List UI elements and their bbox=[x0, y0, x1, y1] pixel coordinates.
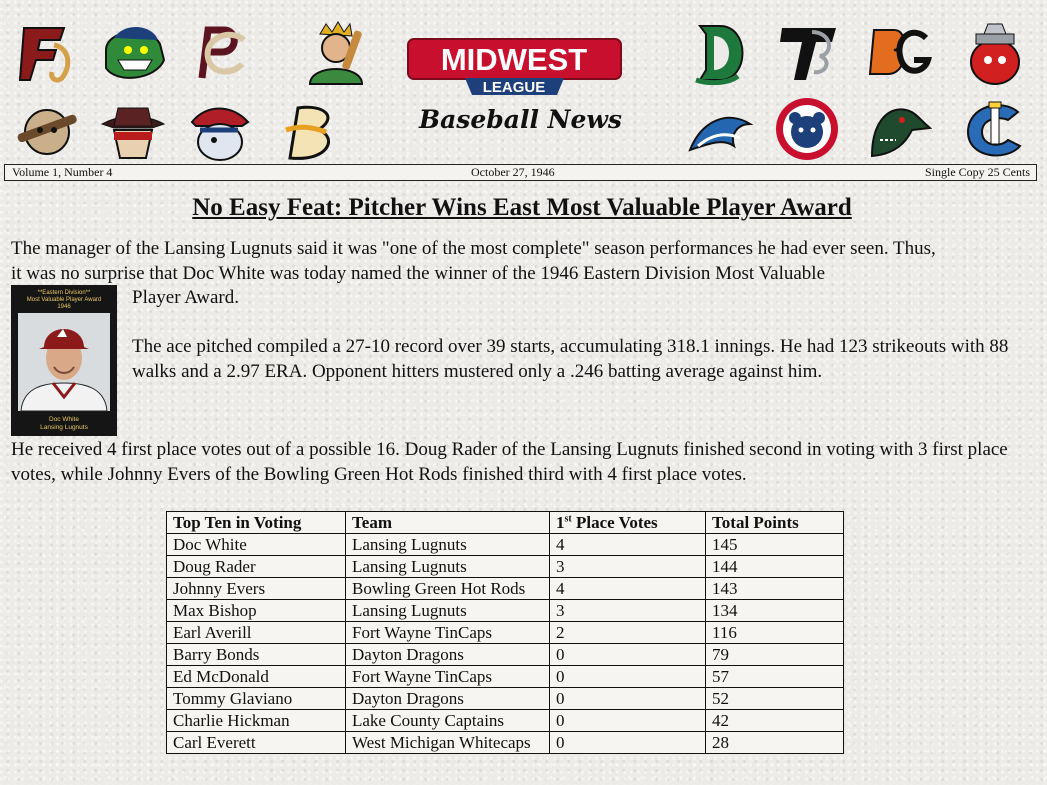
column-header-team: Team bbox=[346, 512, 550, 534]
votes-cell: 2 bbox=[550, 622, 706, 644]
team-cell: Dayton Dragons bbox=[346, 688, 550, 710]
bg-monogram-logo-icon bbox=[866, 20, 932, 86]
bear-roundel-logo-icon bbox=[774, 96, 840, 162]
award-card-year: 1946 bbox=[57, 304, 71, 310]
points-cell: 134 bbox=[706, 600, 844, 622]
letter-f-logo-icon bbox=[14, 20, 80, 86]
award-card-line-1: **Eastern Division** bbox=[37, 290, 91, 296]
team-cell: Bowling Green Hot Rods bbox=[346, 578, 550, 600]
team-cell: Lansing Lugnuts bbox=[346, 534, 550, 556]
table-row bbox=[167, 578, 844, 600]
votes-cell: 0 bbox=[550, 688, 706, 710]
table-row bbox=[167, 600, 844, 622]
column-header-first-place-votes bbox=[550, 512, 706, 534]
team-cell: Lansing Lugnuts bbox=[346, 556, 550, 578]
table-row bbox=[167, 644, 844, 666]
player-cell: Johnny Evers bbox=[167, 578, 346, 600]
green-d-logo-icon bbox=[688, 20, 754, 86]
apple-character-logo-icon bbox=[962, 20, 1028, 86]
votes-header-number: 1 bbox=[556, 513, 565, 532]
player-cell: Barry Bonds bbox=[167, 644, 346, 666]
table-row bbox=[167, 534, 844, 556]
votes-cell: 3 bbox=[550, 556, 706, 578]
table-row bbox=[167, 556, 844, 578]
team-cell: Fort Wayne TinCaps bbox=[346, 622, 550, 644]
masked-cowboy-logo-icon bbox=[100, 100, 166, 166]
league-name-primary: MIDWEST bbox=[440, 42, 588, 77]
black-t-logo-icon bbox=[776, 20, 842, 86]
player-cell: Carl Everett bbox=[167, 732, 346, 754]
pirate-dog-logo-icon bbox=[186, 100, 252, 166]
column-header-player: Top Ten in Voting bbox=[167, 512, 346, 534]
league-name-secondary: LEAGUE bbox=[482, 79, 546, 96]
points-cell: 116 bbox=[706, 622, 844, 644]
points-cell: 52 bbox=[706, 688, 844, 710]
award-card-player: Doc White bbox=[49, 416, 79, 423]
votes-cell: 0 bbox=[550, 666, 706, 688]
article-paragraph-2: The ace pitched compiled a 27-10 record over 39 starts, accumulating 318.1 innings. He had 123 strikeouts with 88 walks and a 2.97 ERA. Opponent hitters mustered only a .246 batting average against him. bbox=[132, 336, 1009, 382]
team-cell: Lansing Lugnuts bbox=[346, 600, 550, 622]
article-paragraph-1-line-1: The manager of the Lansing Lugnuts said it was "one of the most complete" season performances he had ever seen. Thus, bbox=[11, 238, 936, 259]
bat-critter-logo-icon bbox=[14, 96, 80, 162]
player-cell: Max Bishop bbox=[167, 600, 346, 622]
team-cell: West Michigan Whitecaps bbox=[346, 732, 550, 754]
points-cell: 57 bbox=[706, 666, 844, 688]
votes-cell: 3 bbox=[550, 600, 706, 622]
issue-price: Single Copy 25 Cents bbox=[924, 165, 1030, 179]
article-headline: No Easy Feat: Pitcher Wins East Most Valuable Player Award bbox=[192, 194, 852, 221]
player-cell: Earl Averill bbox=[167, 622, 346, 644]
league-masthead-logo bbox=[407, 38, 622, 96]
award-card-team: Lansing Lugnuts bbox=[40, 424, 88, 431]
team-cell: Dayton Dragons bbox=[346, 644, 550, 666]
points-cell: 28 bbox=[706, 732, 844, 754]
issue-info-bar bbox=[4, 164, 1037, 181]
column-header-total-points: Total Points bbox=[706, 512, 844, 534]
votes-cell: 0 bbox=[550, 644, 706, 666]
award-card-line-2: Most Valuable Player Award bbox=[26, 297, 102, 303]
crowned-character-logo-icon bbox=[300, 20, 366, 86]
article-paragraph-1-line-3: Player Award. bbox=[132, 287, 239, 308]
player-cell: Doug Rader bbox=[167, 556, 346, 578]
table-row bbox=[167, 688, 844, 710]
table-row bbox=[167, 666, 844, 688]
points-cell: 144 bbox=[706, 556, 844, 578]
votes-cell: 0 bbox=[550, 710, 706, 732]
lighthouse-c-logo-icon bbox=[962, 96, 1028, 162]
player-award-card bbox=[11, 285, 117, 436]
player-cell: Tommy Glaviano bbox=[167, 688, 346, 710]
table-header-row bbox=[167, 512, 844, 534]
loon-bird-logo-icon bbox=[866, 100, 932, 166]
votes-header-ordinal: st bbox=[564, 513, 572, 525]
points-cell: 145 bbox=[706, 534, 844, 556]
points-cell: 42 bbox=[706, 710, 844, 732]
player-cell: Doc White bbox=[167, 534, 346, 556]
issue-date: October 27, 1946 bbox=[471, 165, 555, 179]
votes-cell: 0 bbox=[550, 732, 706, 754]
points-cell: 79 bbox=[706, 644, 844, 666]
player-cell: Charlie Hickman bbox=[167, 710, 346, 732]
pc-monogram-logo-icon bbox=[186, 20, 252, 86]
team-cell: Fort Wayne TinCaps bbox=[346, 666, 550, 688]
table-row bbox=[167, 732, 844, 754]
points-cell: 143 bbox=[706, 578, 844, 600]
wave-fish-logo-icon bbox=[688, 100, 754, 166]
votes-cell: 4 bbox=[550, 534, 706, 556]
player-cell: Ed McDonald bbox=[167, 666, 346, 688]
team-cell: Lake County Captains bbox=[346, 710, 550, 732]
article-paragraph-3: He received 4 first place votes out of a possible 16. Doug Rader of the Lansing Lugnuts finished second in voting with 3 first place votes, while Johnny Evers of the Bowling Green Hot Rods finished third with 4 first place votes. bbox=[11, 439, 1008, 485]
votes-header-label: Place Votes bbox=[571, 513, 658, 532]
green-creature-cap-logo-icon bbox=[100, 20, 166, 86]
table-row bbox=[167, 622, 844, 644]
table-row bbox=[167, 710, 844, 732]
issue-volume: Volume 1, Number 4 bbox=[12, 165, 113, 179]
votes-cell: 4 bbox=[550, 578, 706, 600]
script-b-logo-icon bbox=[276, 100, 342, 166]
voting-results-table bbox=[166, 511, 844, 754]
newspaper-title: Baseball News bbox=[418, 105, 623, 134]
article-paragraph-1-line-2: it was no surprise that Doc White was today named the winner of the 1946 Eastern Division Most Valuable bbox=[11, 263, 826, 284]
